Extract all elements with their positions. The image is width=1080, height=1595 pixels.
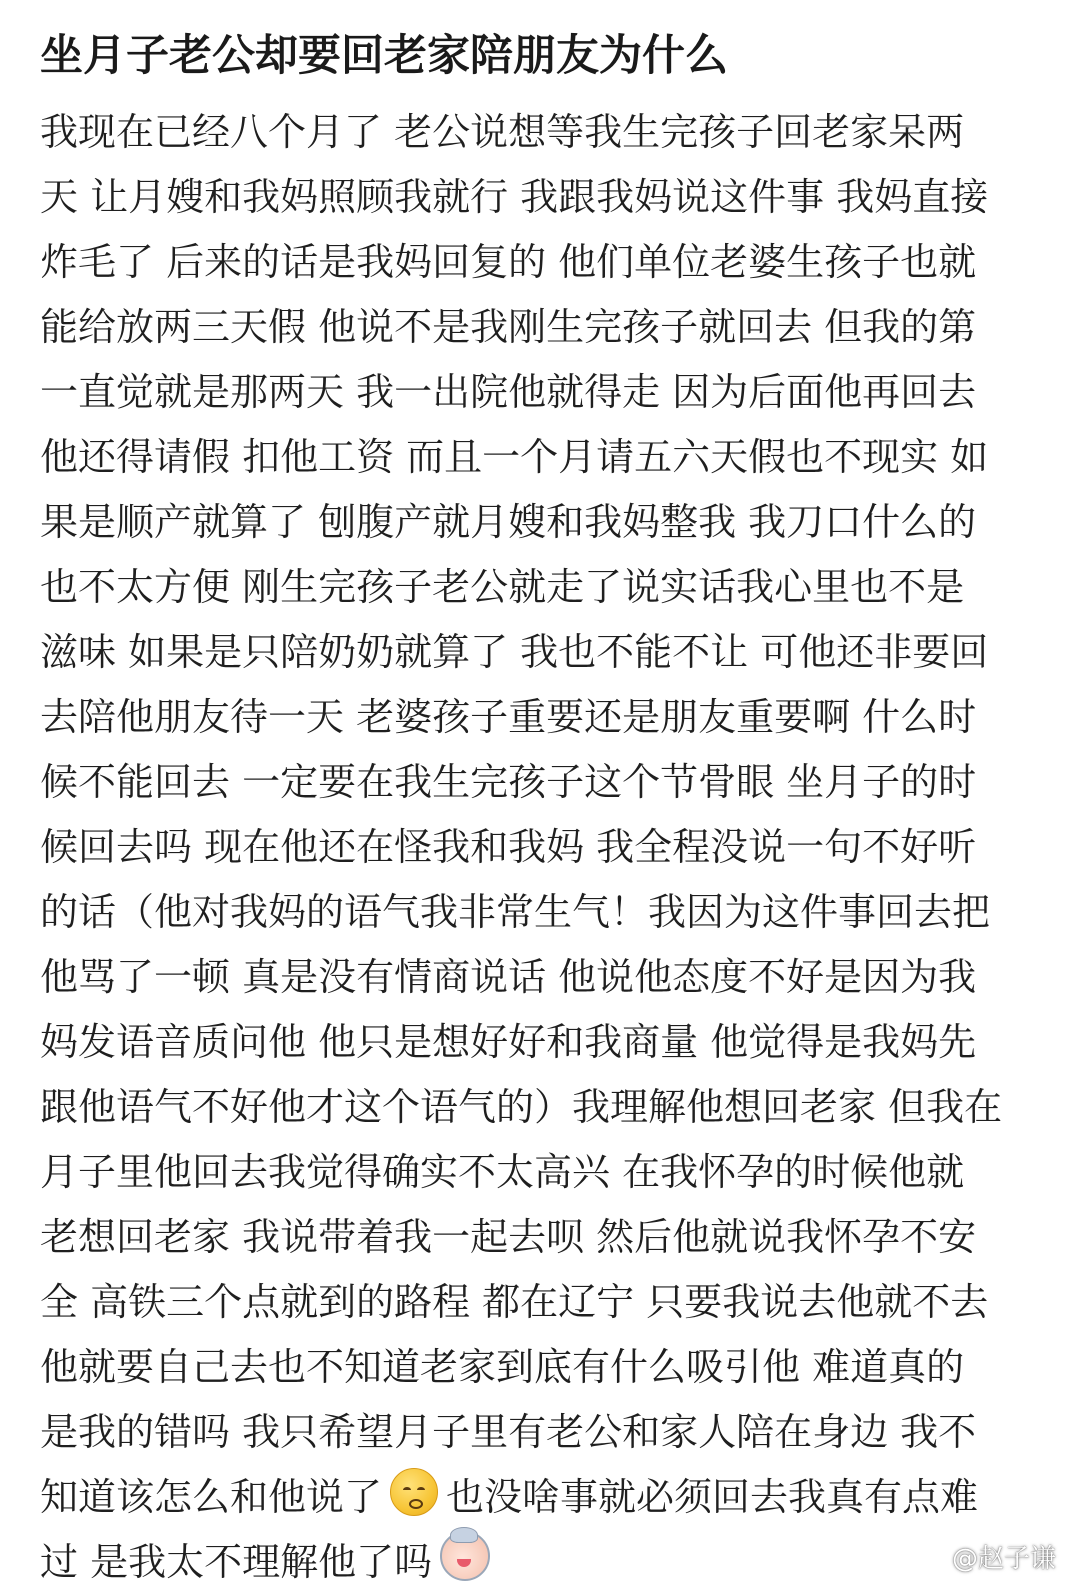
body-line: 炸毛了 后来的话是我妈回复的 他们单位老婆生孩子也就 bbox=[40, 240, 977, 284]
body-line: 我现在已经八个月了 老公说想等我生完孩子回老家呆两 bbox=[40, 110, 965, 154]
body-line: 全 高铁三个点就到的路程 都在辽宁 只要我说去他就不去 bbox=[40, 1280, 989, 1324]
body-line: 月子里他回去我觉得确实不太高兴 在我怀孕的时候他就 bbox=[40, 1150, 965, 1194]
watermark-username: @赵子谦 bbox=[951, 1544, 1056, 1574]
body-text-segment: 知道该怎么和他说了 bbox=[40, 1475, 383, 1519]
body-line: 的话（他对我妈的语气我非常生气！我因为这件事回去把 bbox=[40, 890, 991, 934]
sweat-face-emoji-icon bbox=[390, 1468, 438, 1516]
body-text-segment: 也没啥事就必须回去我真有点难 bbox=[446, 1475, 979, 1519]
body-line: 天 让月嫂和我妈照顾我就行 我跟我妈说这件事 我妈直接 bbox=[40, 175, 989, 219]
body-text-segment: 过 是我太不理解他了吗 bbox=[40, 1540, 433, 1584]
post-body bbox=[40, 100, 1050, 1595]
body-line: 是我的错吗 我只希望月子里有老公和家人陪在身边 我不 bbox=[40, 1410, 977, 1454]
body-line: 一直觉就是那两天 我一出院他就得走 因为后面他再回去 bbox=[40, 370, 977, 414]
body-line: 滋味 如果是只陪奶奶就算了 我也不能不让 可他还非要回 bbox=[40, 630, 989, 674]
body-line: 跟他语气不好他才这个语气的）我理解他想回老家 但我在 bbox=[40, 1085, 1003, 1129]
crying-baby-emoji-icon bbox=[440, 1531, 490, 1581]
body-line: 候不能回去 一定要在我生完孩子这个节骨眼 坐月子的时 bbox=[40, 760, 977, 804]
body-line: 能给放两三天假 他说不是我刚生完孩子就回去 但我的第 bbox=[40, 305, 977, 349]
body-line: 去陪他朋友待一天 老婆孩子重要还是朋友重要啊 什么时 bbox=[40, 695, 977, 739]
body-line: 他骂了一顿 真是没有情商说话 他说他态度不好是因为我 bbox=[40, 955, 977, 999]
body-line: 候回去吗 现在他还在怪我和我妈 我全程没说一句不好听 bbox=[40, 825, 977, 869]
body-line: 妈发语音质问他 他只是想好好和我商量 他觉得是我妈先 bbox=[40, 1020, 977, 1064]
body-line: 他就要自己去也不知道老家到底有什么吸引他 难道真的 bbox=[40, 1345, 965, 1389]
post-title: 坐月子老公却要回老家陪朋友为什么 bbox=[40, 31, 728, 81]
body-line bbox=[40, 1465, 1050, 1530]
body-line: 他还得请假 扣他工资 而且一个月请五六天假也不现实 如 bbox=[40, 435, 989, 479]
body-line: 老想回老家 我说带着我一起去呗 然后他就说我怀孕不安 bbox=[40, 1215, 977, 1259]
body-line bbox=[40, 1530, 1050, 1595]
watermark bbox=[910, 1539, 1056, 1579]
weibo-icon bbox=[910, 1544, 946, 1574]
body-line: 也不太方便 刚生完孩子老公就走了说实话我心里也不是 bbox=[40, 565, 965, 609]
body-line: 果是顺产就算了 刨腹产就月嫂和我妈整我 我刀口什么的 bbox=[40, 500, 977, 544]
